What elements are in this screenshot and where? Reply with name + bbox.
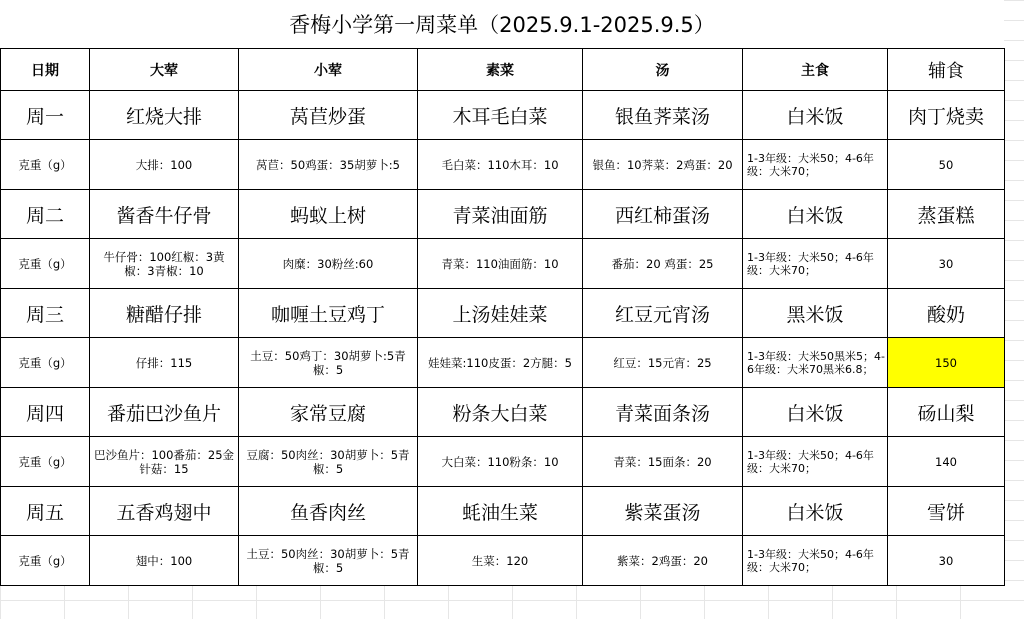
header-row [1,49,1005,91]
dish-cell[interactable]: 青菜油面筋 [418,190,583,239]
weight-cell[interactable]: 仔排：115 [90,338,239,388]
weight-label-cell[interactable]: 克重（g） [1,239,90,289]
dish-cell[interactable]: 肉丁烧卖 [888,91,1005,140]
weight-label-cell[interactable]: 克重（g） [1,338,90,388]
weight-label-cell[interactable]: 克重（g） [1,536,90,586]
weight-cell[interactable]: 1-3年级：大米50；4-6年级：大米70； [743,140,888,190]
dish-cell[interactable]: 家常豆腐 [239,388,418,437]
dish-row [1,487,1005,536]
day-cell[interactable]: 周三 [1,289,90,338]
weight-cell[interactable]: 1-3年级：大米50黑米5；4-6年级：大米70黑米6.8； [743,338,888,388]
weight-cell[interactable]: 番茄：20 鸡蛋：25 [583,239,743,289]
weight-cell[interactable]: 毛白菜：110木耳：10 [418,140,583,190]
weight-row [1,239,1005,289]
weight-cell[interactable]: 莴苣：50鸡蛋：35胡萝卜:5 [239,140,418,190]
dish-cell[interactable]: 莴苣炒蛋 [239,91,418,140]
dish-cell[interactable]: 雪饼 [888,487,1005,536]
dish-cell[interactable]: 红豆元宵汤 [583,289,743,338]
dish-cell[interactable]: 蒸蛋糕 [888,190,1005,239]
weight-label-cell[interactable]: 克重（g） [1,437,90,487]
weight-row [1,536,1005,586]
header-snack[interactable]: 辅食 [888,49,1005,91]
day-cell[interactable]: 周二 [1,190,90,239]
weight-cell[interactable]: 1-3年级：大米50；4-6年级：大米70； [743,239,888,289]
weight-cell[interactable]: 50 [888,140,1005,190]
highlighted-weight-cell[interactable]: 150 [888,338,1005,388]
weight-cell[interactable]: 140 [888,437,1005,487]
weight-cell[interactable]: 大排：100 [90,140,239,190]
weight-cell[interactable]: 紫菜：2鸡蛋：20 [583,536,743,586]
weight-cell[interactable]: 豆腐：50肉丝：30胡萝卜：5青椒：5 [239,437,418,487]
day-cell[interactable]: 周五 [1,487,90,536]
weight-cell[interactable]: 牛仔骨：100红椒：3黄椒：3青椒：10 [90,239,239,289]
dish-row [1,289,1005,338]
weight-cell[interactable]: 土豆：50肉丝：30胡萝卜：5青椒：5 [239,536,418,586]
dish-row [1,388,1005,437]
dish-cell[interactable]: 木耳毛白菜 [418,91,583,140]
weight-row [1,140,1005,190]
dish-cell[interactable]: 鱼香肉丝 [239,487,418,536]
header-main-meat[interactable]: 大荤 [90,49,239,91]
weight-cell[interactable]: 1-3年级：大米50；4-6年级：大米70； [743,437,888,487]
dish-cell[interactable]: 白米饭 [743,388,888,437]
dish-cell[interactable]: 黑米饭 [743,289,888,338]
dish-cell[interactable]: 银鱼荠菜汤 [583,91,743,140]
dish-cell[interactable]: 白米饭 [743,487,888,536]
dish-cell[interactable]: 五香鸡翅中 [90,487,239,536]
weight-cell[interactable]: 30 [888,536,1005,586]
weight-cell[interactable]: 巴沙鱼片：100番茄：25金针菇：15 [90,437,239,487]
dish-cell[interactable]: 紫菜蛋汤 [583,487,743,536]
weight-cell[interactable]: 30 [888,239,1005,289]
weight-row [1,338,1005,388]
dish-row [1,91,1005,140]
weight-cell[interactable]: 土豆：50鸡丁：30胡萝卜:5青椒：5 [239,338,418,388]
weight-cell[interactable]: 娃娃菜:110皮蛋：2方腿：5 [418,338,583,388]
dish-cell[interactable]: 酱香牛仔骨 [90,190,239,239]
dish-cell[interactable]: 蚂蚁上树 [239,190,418,239]
dish-cell[interactable]: 白米饭 [743,91,888,140]
header-date[interactable]: 日期 [1,49,90,91]
menu-table [0,48,1005,586]
weight-cell[interactable]: 银鱼：10荠菜：2鸡蛋：20 [583,140,743,190]
weight-cell[interactable]: 1-3年级：大米50；4-6年级：大米70； [743,536,888,586]
header-soup[interactable]: 汤 [583,49,743,91]
weight-cell[interactable]: 大白菜：110粉条：10 [418,437,583,487]
weight-cell[interactable]: 肉糜：30粉丝:60 [239,239,418,289]
day-cell[interactable]: 周一 [1,91,90,140]
dish-cell[interactable]: 西红柿蛋汤 [583,190,743,239]
dish-cell[interactable]: 白米饭 [743,190,888,239]
dish-cell[interactable]: 糖醋仔排 [90,289,239,338]
weight-cell[interactable]: 青菜：110油面筋：10 [418,239,583,289]
dish-cell[interactable]: 砀山梨 [888,388,1005,437]
dish-cell[interactable]: 蚝油生菜 [418,487,583,536]
weight-row [1,437,1005,487]
weight-cell[interactable]: 青菜：15面条：20 [583,437,743,487]
header-vegetable[interactable]: 素菜 [418,49,583,91]
dish-cell[interactable]: 红烧大排 [90,91,239,140]
menu-title: 香梅小学第一周菜单（2025.9.1-2025.9.5） [0,0,1004,48]
weight-cell[interactable]: 生菜：120 [418,536,583,586]
dish-row [1,190,1005,239]
weight-label-cell[interactable]: 克重（g） [1,140,90,190]
dish-cell[interactable]: 上汤娃娃菜 [418,289,583,338]
dish-cell[interactable]: 番茄巴沙鱼片 [90,388,239,437]
header-side-meat[interactable]: 小荤 [239,49,418,91]
dish-cell[interactable]: 酸奶 [888,289,1005,338]
dish-cell[interactable]: 粉条大白菜 [418,388,583,437]
dish-cell[interactable]: 青菜面条汤 [583,388,743,437]
day-cell[interactable]: 周四 [1,388,90,437]
header-staple[interactable]: 主食 [743,49,888,91]
weight-cell[interactable]: 翅中：100 [90,536,239,586]
weight-cell[interactable]: 红豆：15元宵：25 [583,338,743,388]
dish-cell[interactable]: 咖喱土豆鸡丁 [239,289,418,338]
